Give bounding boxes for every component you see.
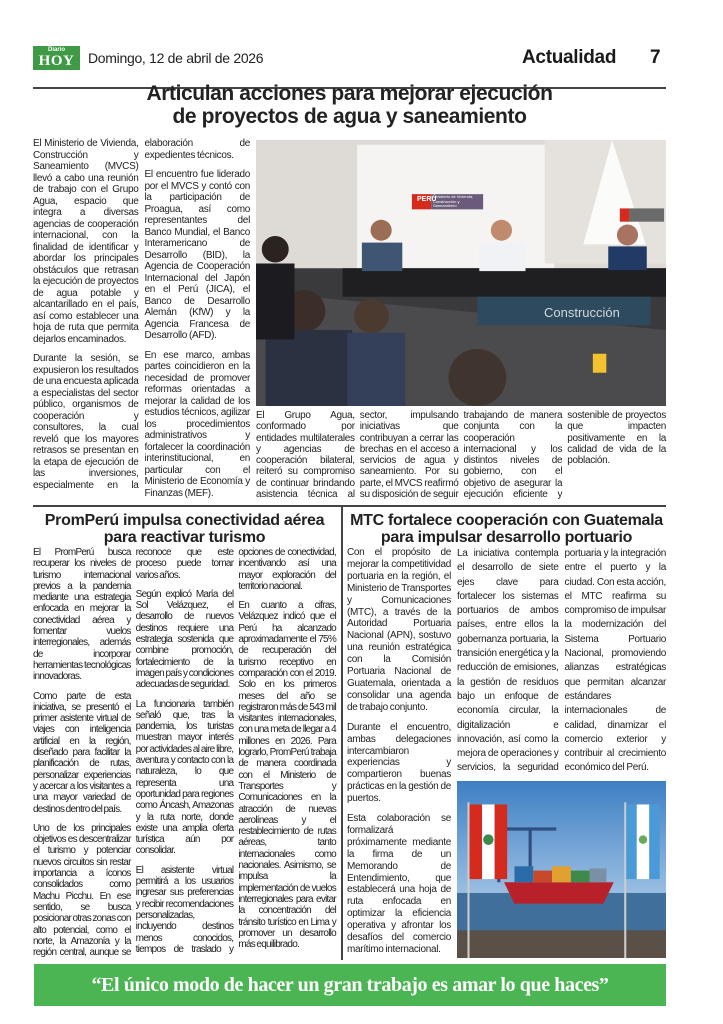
section-divider [33, 505, 666, 507]
paragraph: La iniciativa contempla el desarrollo de siete ejes clave para fortalecer los sistemas portuarios de ambos países, entre ellos la gobernanza portuaria, la transición energética y la reducción de emisiones, la gestión de residuos bajo un enfoque de economía circular, la digitalización e innovación, así como la mejora de operaciones y servicios, la seguridad portuaria y la integración entre el puerto y la ciudad. Con esta acción, el MTC reafirma su compromiso de impulsar la modernización del Sistema Portuario Nacional, promoviendo alianzas estratégicas que permitan alcanzar estándares internacionales de calidad, dinamizar el comercio exterior y contribuir al crecimiento económico del Perú. [457, 548, 666, 774]
logo-small-text: Diario [47, 47, 65, 53]
paragraph: La funcionaria también señaló que, tras la pandemia, los turistas muestran mayor interés por actividades al aire libre, aventura y contacto con la naturaleza, lo que representa una oportunidad para regiones como Áncash, Amazonas y la ruta norte, donde existe una amplia oferta turística aún por consolidar. [135, 698, 234, 857]
mtc-headline-line2: para impulsar desarrollo portuario [380, 529, 633, 546]
paragraph: El Ministerio de Vivienda, Construcción y Saneamiento (MVCS) llevó a cabo una reunión de trabajo con el Grupo Agua, espacio que integra a diversas agencias de cooperación internacional, con la finalidad de identificar y abordar los principales obstáculos que retrasan la ejecución de proyectos de agua potable y alcantarillado en el país, así como establecer una hoja de ruta que permita dejarlos encaminados. [33, 138, 139, 345]
paragraph: El Grupo Agua, conformado por entidades multilaterales y agencias de cooperación bilateral, reiteró su compromiso de continuar brindando asistencia técnica al sector, impulsando iniciativas que contribuyan a cerrar las brechas en el acceso a servicios de agua y saneamiento. Por su parte, el MVCS reafirmó su disposición de seguir trabajando de manera conjunta con la cooperación internacional y los distintos niveles de gobierno, con el objetivo de asegurar la ejecución eficiente y sostenible de proyectos que impacten positivamente en la calidad de vida de la población. [256, 410, 666, 501]
paragraph: El PromPerú busca recuperar los niveles de turismo internacional previos a la pandemia mediante una estrategia enfocada en mejorar la conectividad aérea y fomentar vuelos interregionales, además de incorporar herramientas tecnológicas innovadoras. [33, 547, 131, 683]
paragraph: Según explicó María del Sol Velázquez, el desarrollo de nuevos destinos requiere una estrategia sostenida que combine promoción, fortalecimiento de la imagen país y condiciones adecuadas de seguridad. [135, 588, 234, 691]
main-headline [33, 82, 666, 128]
paragraph: Esta colaboración se formalizará próximamente mediante la firma de un Memorando de Entendimiento, que establecerá una hoja de ruta enfocada en optimizar la eficiencia operativa y afrontar los desafíos del comercio marítimo internacional. [347, 813, 451, 955]
quote-banner: “El único modo de hacer un gran trabajo es amar lo que haces” [34, 964, 666, 1006]
main-article-body [33, 138, 250, 500]
mtc-headline-line1: MTC fortalece cooperación con Guatemala [350, 512, 663, 529]
logo-main-text: HOY [38, 53, 75, 69]
meeting-photo [256, 140, 666, 406]
paragraph: El asistente virtual permitirá a los usuarios ingresar sus preferencias y recibir recomendaciones personalizadas, incluyendo destinos menos conocidos, tiempos de traslado y opciones de conectividad, incentivando así una mayor exploración del territorio nacional. [135, 547, 336, 955]
paragraph: En ese marco, ambas partes coincidieron en la necesidad de promover reformas orientadas a mejorar la calidad de los estudios técnicos, agilizar los procedimientos administrativos y fortalecer la coordinación interinstitucional, en particular con el Ministerio de Economía y Finanzas (MEF). [144, 349, 250, 499]
promperu-article-body [33, 547, 336, 960]
promperu-headline-line1: PromPerú impulsa conectividad aérea [44, 512, 325, 529]
paragraph: Uno de los principales objetivos es descentralizar el turismo y potenciar nuevos circuitos sin restar importancia a íconos consolidados como Machu Picchu. En ese sentido, se busca posicionar otras zonas con alto potencial, como el norte, la Amazonía y la región central, aunque se reconoce que este proceso puede tomar varios años. [33, 547, 234, 959]
main-headline-line2: de proyectos de agua y saneamiento [172, 105, 527, 128]
page-number: 7 [650, 47, 661, 68]
column-divider [341, 506, 343, 960]
paragraph: Durante el encuentro, ambas delegaciones intercambiaron experiencias y compartieron buenas prácticas en la gestión de puertos. [347, 721, 451, 805]
photo-sign-ministry: Ministerio de Vivienda, Construcción y Saneamiento [433, 194, 474, 208]
port-photo [457, 781, 666, 958]
issue-date: Domingo, 12 de abril de 2026 [88, 50, 264, 66]
paragraph: Con el propósito de mejorar la competitividad portuaria en la región, el Ministerio de Transportes y Comunicaciones (MTC), a través de la Autoridad Portuaria Nacional (APN), sostuvo una reunión estratégica con la Comisión Portuaria Nacional de Guatemala, orientada a consolidar una agenda de trabajo conjunto. [347, 547, 451, 713]
section-name: Actualidad [522, 47, 617, 68]
main-article-body-continued [256, 410, 666, 501]
promperu-headline-line2: para reactivar turismo [103, 529, 266, 546]
paragraph: Durante la sesión, se expusieron los resultados de una encuesta aplicada a especialistas del sector público, organismos de cooperación y consultores, la cual reveló que los mayores retrasos se presentan en la etapa de ejecución de las inversiones, especialmente en la elaboración de expedientes técnicos. [33, 138, 250, 491]
paragraph: El encuentro fue liderado por el MVCS y contó con la participación de Proagua, así como representantes del Banco Mundial, el Banco Interamericano de Desarrollo (BID), la Agencia de Cooperación Internacional del Japón en el Perú (JICA), el Banco de Desarrollo Alemán (KfW) y la Agencia Francesa de Desarrollo (AFD). [144, 169, 250, 341]
promperu-headline [33, 512, 336, 546]
paragraph: En cuanto a cifras, Velázquez indicó que el Perú ha alcanzado aproximadamente el 75% de recuperación del turismo receptivo en comparación con el 2019. Solo en los primeros meses del año se registraron más de 543 mil visitantes internacionales, con una meta de llegar a 4 millones en 2026. Para lograrlo, PromPerú trabaja de manera coordinada con el Ministerio de Transportes y Comunicaciones en la atracción de nuevas aerolíneas y el restablecimiento de rutas aéreas, tanto internacionales como nacionales. Asimismo, se impulsa la implementación de vuelos interregionales para evitar la concentración del tránsito turístico en Lima y promover un desarrollo más equilibrado. [238, 600, 336, 951]
mtc-headline [347, 512, 666, 546]
mtc-article-body-col2 [457, 547, 666, 777]
newspaper-logo [33, 46, 80, 70]
paragraph: Como parte de esta iniciativa, se presentó el primer asistente virtual de viajes con inteligencia artificial en la región, diseñado para facilitar la planificación de rutas, personalizar experiencias y acercar a los visitantes a una mayor variedad de destinos dentro del país. [33, 690, 131, 815]
mtc-article-body-col1 [347, 547, 451, 960]
photo-sign-peru: PERÚ [417, 196, 437, 203]
main-headline-line1: Articulan acciones para mejorar ejecución [146, 82, 553, 105]
photo-table-sign: Construcción [544, 305, 620, 320]
